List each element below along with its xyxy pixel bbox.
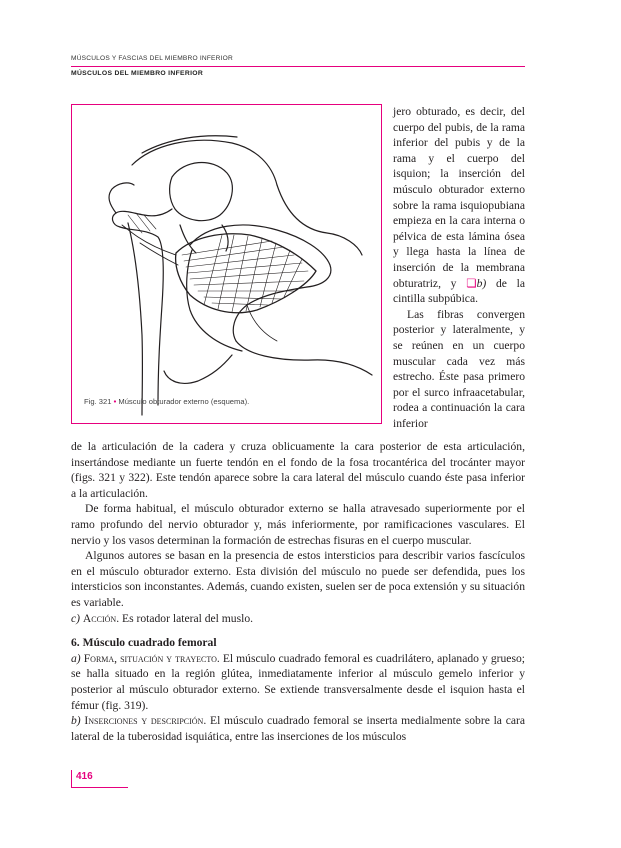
header-rule — [71, 66, 525, 67]
obturator-externus-illustration — [72, 105, 381, 423]
text-run: de la articulación de la cadera y cruza oblicuamente la cara posterior de esta articulación, insertándose mediante un fuerte tendón en el fondo de la fosa trocantérica del trocánter mayor — [71, 440, 525, 469]
list-label: c) — [71, 611, 81, 625]
list-label: b) — [71, 714, 81, 728]
page-footer — [71, 770, 128, 788]
paragraph-fibers: Las fibras convergen posterior y lateralmente, y se reúnen en un cuerpo muscular cada vez más estrecho. Éste pasa primero por el surco infraacetabular, rodea a continuación la cara inferior — [393, 307, 525, 430]
text-run: jero obturado, es decir, del cuerpo del pubis, de la rama inferior del pubis y de la rama y el cuerpo del isquion; la inserción del músculo obturador externo sobre la rama isquiopubiana empieza en la cara interna o pélvica de esta lámina ósea y llega hasta la línea de inserción de la membrana obturatriz, y — [393, 105, 525, 290]
main-text — [71, 439, 525, 744]
paragraph-forma-situacion — [71, 651, 525, 713]
text-run: . Es rotador lateral del muslo. — [116, 611, 254, 625]
paragraph-inserciones — [71, 713, 525, 744]
figure-reference: (fig. 319) — [101, 698, 146, 712]
text-run: . El músculo cuadrado femoral es cuadrilátero, aplanado y grueso; se halla situado en la región glútea, inmediatamente inferior al músculo gemelo inferior y posterior al músculo obturador externo. Se extiende transversalmente desde el isquion hasta el fémur — [71, 651, 525, 712]
figure-reference: (figs. 321 y 322) — [71, 471, 150, 485]
figure-caption-text: Músculo obturador externo (esquema). — [118, 397, 250, 406]
caption-bullet-icon: • — [113, 397, 117, 406]
subsection-title: Forma, situación y trayecto — [83, 651, 217, 665]
figure-number: Fig. 321 — [84, 397, 112, 406]
page-number: 416 — [76, 771, 93, 782]
paragraph-forma-habitual: De forma habitual, el músculo obturador externo se halla atravesado superiormente por el ramo profundo del nervio obturador y, más inferiormente, por ramificaciones vasculares. El nervio y los vasos determinan la formación de estrechas fisuras en el cuerpo muscular. — [71, 502, 525, 547]
cross-ref-marker-icon: ❏ — [466, 276, 477, 290]
section-header: MÚSCULOS DEL MIEMBRO INFERIOR — [71, 70, 204, 77]
section-heading: 6. Músculo cuadrado femoral — [71, 636, 217, 650]
list-ref: b) — [476, 276, 487, 290]
subsection-title: Acción — [82, 611, 117, 625]
subsection-title: Inserciones y descripción — [84, 714, 204, 728]
text-run: . Este tendón aparece sobre la cara lateral del músculo cuando éste pasa inferior a la articulación. — [71, 471, 525, 500]
paragraph-origin — [393, 104, 525, 307]
paragraph-accion — [71, 611, 525, 627]
paragraph-algunos-autores: Algunos autores se basan en la presencia de estos intersticios para describir varios fascículos en el músculo obturador externo. Esta división del músculo no puede ser defendida, pues los intersticios son inconstantes. Además, cuando existen, suelen ser de poca extensión y su situación es variable. — [71, 549, 525, 609]
text-run: . El músculo cuadrado femoral se inserta medialmente sobre la cara lateral de la tuberosidad isquiática, entre las inserciones de los músculos — [71, 714, 525, 743]
running-header: MÚSCULOS Y FASCIAS DEL MIEMBRO INFERIOR — [71, 55, 233, 62]
figure-321 — [71, 104, 382, 424]
figure-caption — [84, 397, 249, 406]
right-text-column — [393, 104, 525, 431]
paragraph-continuation — [71, 439, 525, 501]
list-label: a) — [71, 651, 81, 665]
text-run: . — [145, 698, 149, 712]
text-run: de la cintilla subpúbica. — [393, 276, 525, 306]
